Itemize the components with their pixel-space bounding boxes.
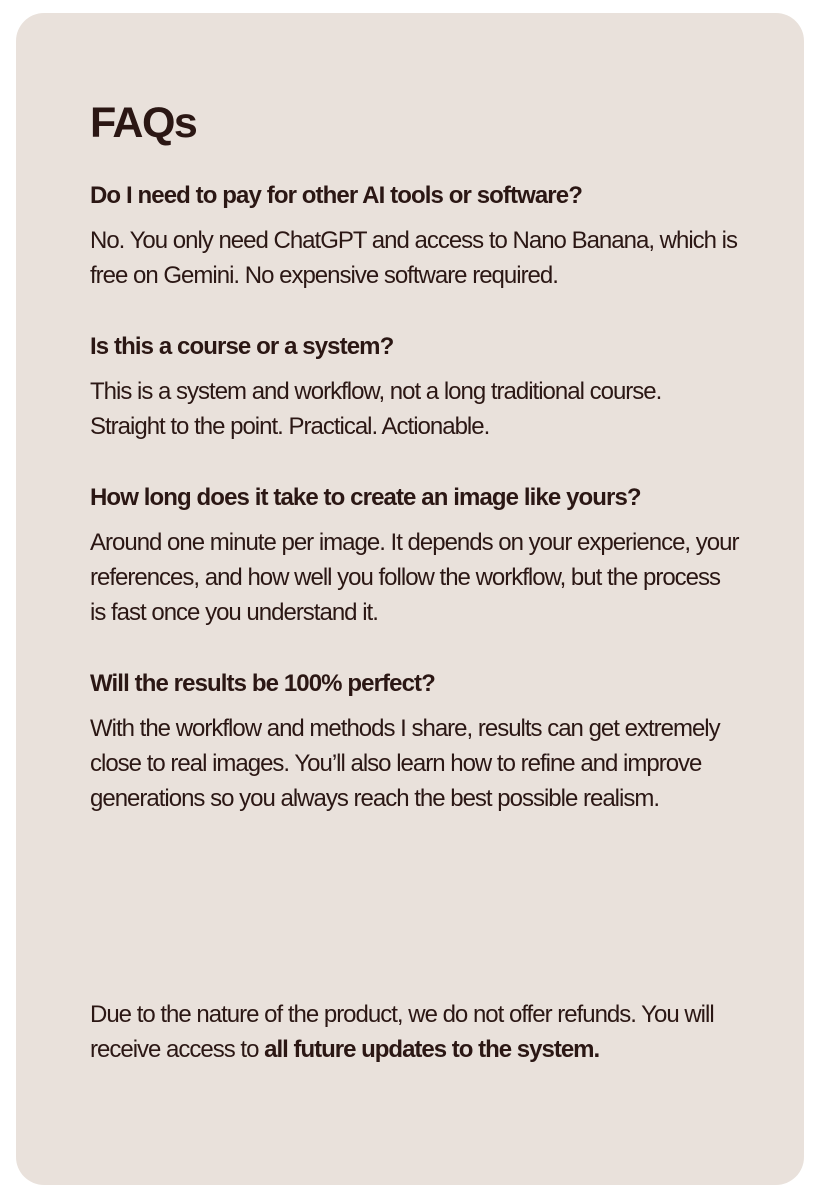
faq-answer: With the workflow and methods I share, results can get extremely close to real images. You’ll also learn how to refine and improve generations so you always reach the best possible realism. <box>90 715 720 812</box>
faq-answer: Around one minute per image. It depends on your experience, your references, and how well you follow the workflow, but the process is fast once you understand it. <box>90 529 739 626</box>
faq-item <box>90 481 740 630</box>
refund-notice-highlight: all future updates to the system. <box>264 1036 600 1063</box>
faq-question: Do I need to pay for other AI tools or software? <box>90 182 582 209</box>
faq-question: How long does it take to create an image like yours? <box>90 484 641 511</box>
refund-notice-text: Due to the nature of the product, we do not offer refunds. You will receive access to <box>90 1001 714 1063</box>
faq-item <box>90 330 740 444</box>
faq-item <box>90 179 740 293</box>
faq-question: Will the results be 100% perfect? <box>90 670 435 697</box>
faq-answer: No. You only need ChatGPT and access to Nano Banana, which is free on Gemini. No expensive software required. <box>90 227 738 289</box>
faq-question: Is this a course or a system? <box>90 333 394 360</box>
refund-notice <box>90 997 740 1067</box>
faq-answer: This is a system and workflow, not a long traditional course. Straight to the point. Practical. Actionable. <box>90 378 662 440</box>
faq-card <box>16 13 804 1185</box>
faq-title: FAQs <box>90 99 197 147</box>
faq-item <box>90 667 740 816</box>
faq-list <box>90 179 740 853</box>
